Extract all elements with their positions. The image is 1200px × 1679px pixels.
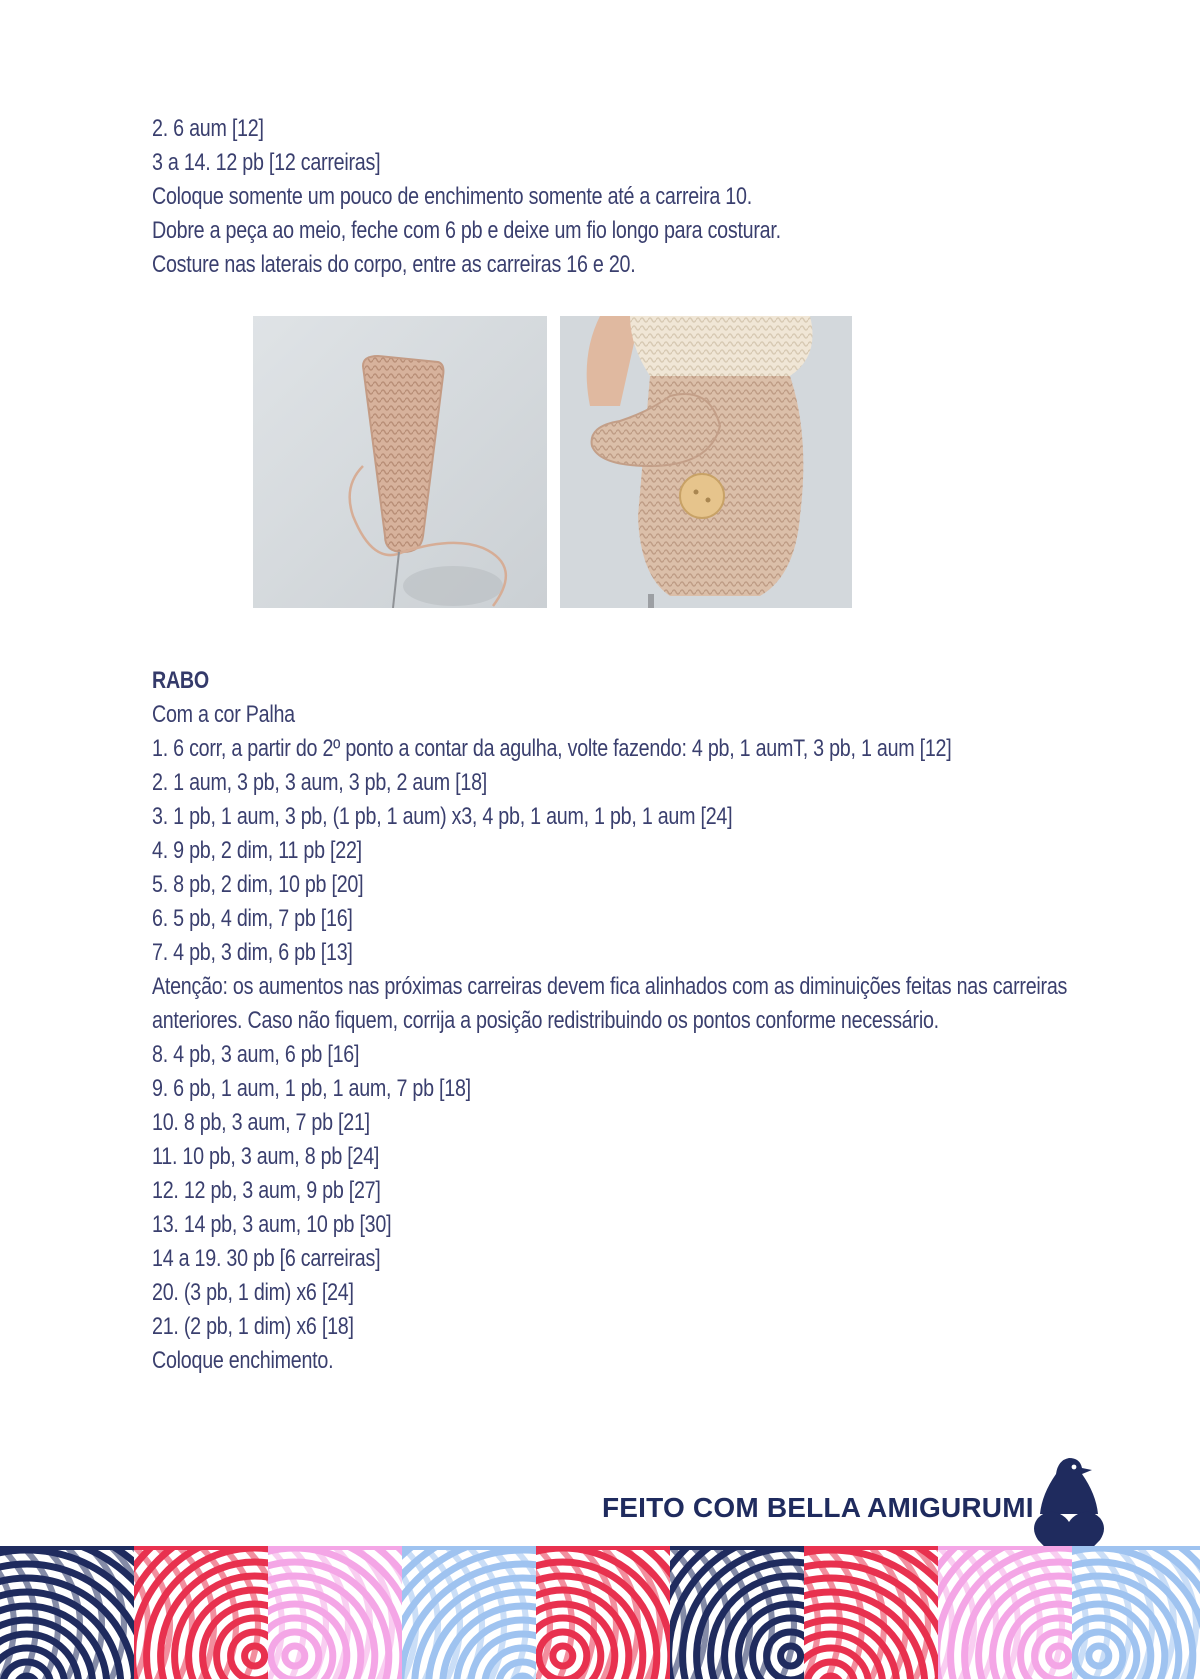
pattern-row: 8. 4 pb, 3 aum, 6 pb [16] xyxy=(152,1041,360,1068)
pattern-row: 14 a 19. 30 pb [6 carreiras] xyxy=(152,1245,381,1272)
crochet-arm-piece-photo xyxy=(253,316,547,608)
instruction-line: Dobre a peça ao meio, feche com 6 pb e deixe um fio longo para costurar. xyxy=(152,217,781,244)
instruction-line: 2. 6 aum [12] xyxy=(152,115,264,142)
pattern-row: 9. 6 pb, 1 aum, 1 pb, 1 aum, 7 pb [18] xyxy=(152,1075,471,1102)
pattern-row: 20. (3 pb, 1 dim) x6 [24] xyxy=(152,1279,354,1306)
pattern-row: 2. 1 aum, 3 pb, 3 aum, 3 pb, 2 aum [18] xyxy=(152,769,488,796)
pattern-row: 13. 14 pb, 3 aum, 10 pb [30] xyxy=(152,1211,392,1238)
section-title: RABO xyxy=(152,667,209,694)
instruction-line: Costure nas laterais do corpo, entre as carreiras 16 e 20. xyxy=(152,251,636,278)
instruction-line: Coloque somente um pouco de enchimento somente até a carreira 10. xyxy=(152,183,752,210)
pattern-row: 12. 12 pb, 3 aum, 9 pb [27] xyxy=(152,1177,381,1204)
pattern-row: 7. 4 pb, 3 dim, 6 pb [13] xyxy=(152,939,353,966)
pattern-row: Coloque enchimento. xyxy=(152,1347,334,1374)
instructions-top xyxy=(152,112,906,282)
footer-brand-text: FEITO COM BELLA AMIGURUMI xyxy=(602,1492,1034,1523)
pattern-row: 6. 5 pb, 4 dim, 7 pb [16] xyxy=(152,905,353,932)
pattern-row: 11. 10 pb, 3 aum, 8 pb [24] xyxy=(152,1143,380,1170)
rabo-section xyxy=(152,664,1068,1378)
pattern-row: 5. 8 pb, 2 dim, 10 pb [20] xyxy=(152,871,364,898)
crochet-arm-sewn-with-button-photo xyxy=(560,316,852,608)
attention-note: Atenção: os aumentos nas próximas carreiras devem fica alinhados com as diminuições feitas nas carreiras anteriores. Caso não fiquem, corrija a posição redistribuindo os pontos conforme necessário. xyxy=(152,973,1068,1034)
pattern-row: 21. (2 pb, 1 dim) x6 [18] xyxy=(152,1313,354,1340)
instruction-line: 3 a 14. 12 pb [12 carreiras] xyxy=(152,149,381,176)
pattern-row: 10. 8 pb, 3 aum, 7 pb [21] xyxy=(152,1109,370,1136)
yarn-ball-pattern xyxy=(0,1546,1200,1679)
pattern-row: 4. 9 pb, 2 dim, 11 pb [22] xyxy=(152,837,362,864)
pattern-row: 1. 6 corr, a partir do 2º ponto a contar da agulha, volte fazendo: 4 pb, 1 aumT, 3 pb, 1 aum [12] xyxy=(152,735,952,762)
pattern-row: 3. 1 pb, 1 aum, 3 pb, (1 pb, 1 aum) x3, 4 pb, 1 aum, 1 pb, 1 aum [24] xyxy=(152,803,733,830)
color-instruction: Com a cor Palha xyxy=(152,701,295,728)
